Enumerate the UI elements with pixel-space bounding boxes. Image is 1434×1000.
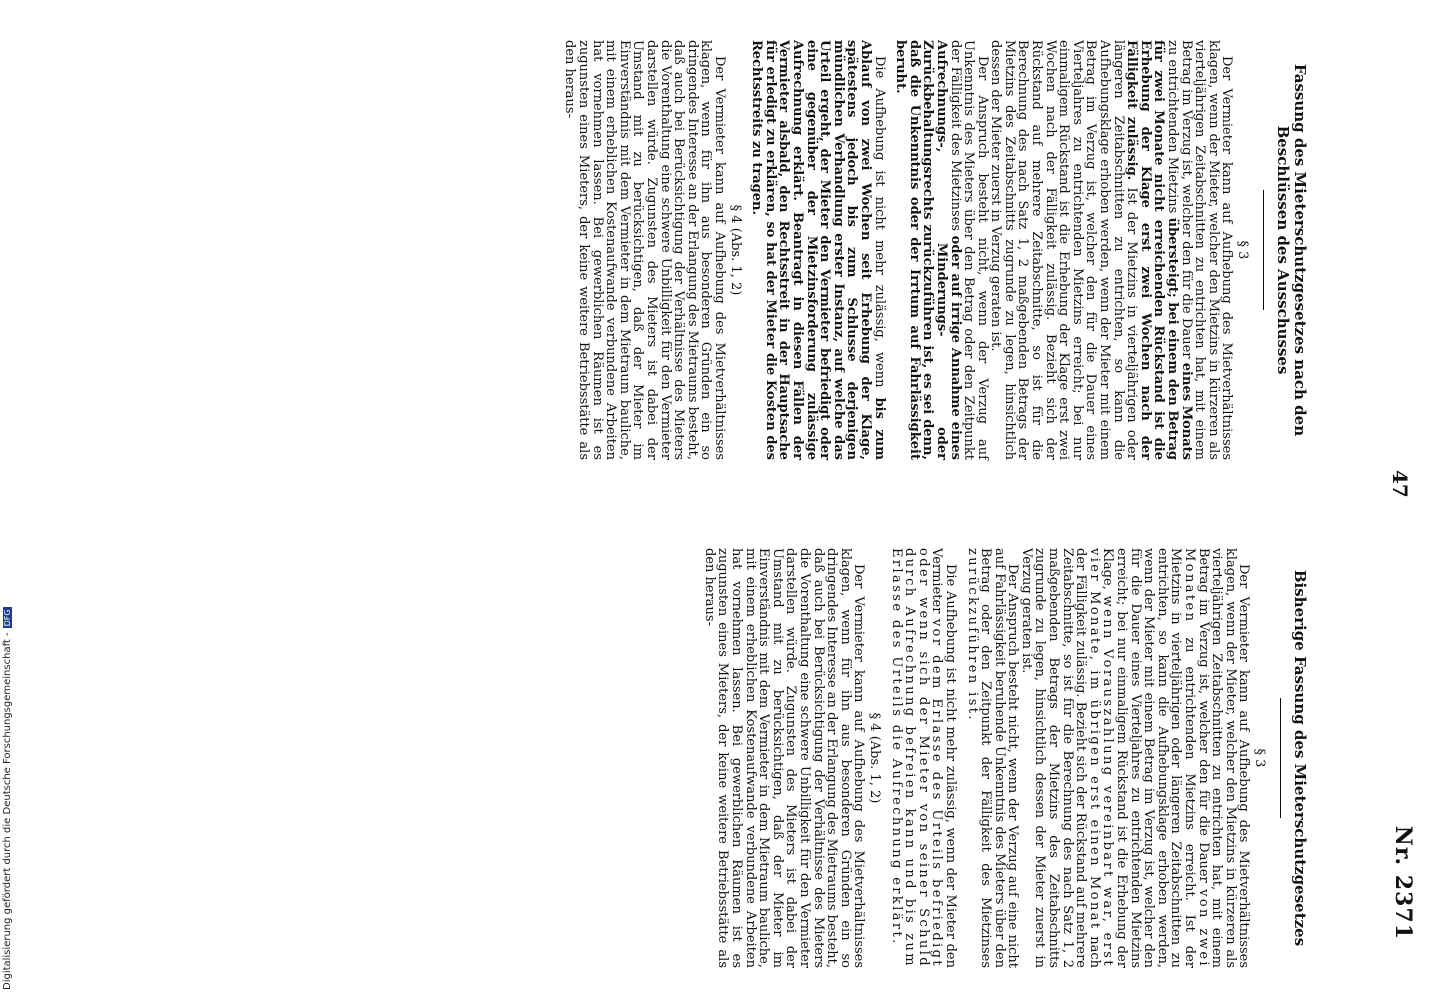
- divider: [1263, 190, 1264, 310]
- right-column-previous-version: [702, 548, 1308, 968]
- text-run: Der Anspruch besteht nicht, wenn der Verzug auf Unkenntnis des Mieters über den Betrag oder den Zeitpunkt der Fälligkeit des Mietzinses: [947, 40, 990, 460]
- bold-text-run: bis zum Ablauf von zwei Wochen seit Erhebung der Klage, spätestens jedoch bis zum Schlusse derjenigen mündlichen Verhandlung erster Instanz, auf welche das Urteil ergeht, der Mieter den Vermieter befriedigt oder eine gegenüber der Mietzinsforderung zulässige Aufrechnung erklärt. Beantragt in diesen Fällen der Vermieter alsbald, den Rechtsstreit in der Hauptsache für erledigt zu erklären, so hat der Mieter die Kosten des Rechtsstreits zu tragen.: [749, 40, 887, 460]
- paragraph: [889, 548, 957, 968]
- text-run: Der Vermieter kann auf Aufhebung des Mietverhältnisses klagen, wenn der Mieter, welcher den Mietzins in kürzeren als vierteljährigen Zeitabschnitten zu entrichten hat, mit einem Betrag im Verzug ist, welcher den für die Dauer: [1178, 40, 1235, 460]
- paragraph: [894, 40, 989, 460]
- left-column-title: Fassung des Mieterschutzgesetzes nach den Beschlüssen des Ausschusses: [1274, 63, 1309, 437]
- section-heading: § 3: [1252, 748, 1267, 768]
- bold-text-run: eines Monats: [1178, 362, 1194, 460]
- text-run: nach der Fälligkeit zulässig. Bezieht sich der Rückstand auf mehrere Zeitabschnitte, so ist für die Berechnung des nach Satz 1, 2 maßgebenden Betrags der Mietzins des Zeitabschnitts zugrunde zu legen, hinsichtlich dessen der Mieter zuerst in Verzug geraten ist.: [1018, 548, 1102, 968]
- text-run: Ist der Mietzins in vierteljährigen oder längeren Zeitabschnitten zu entrichten, so kann die Aufhebungsklage erhoben werden, wenn der Mieter mit einem Betrag im Verzug ist, welcher den für die Dauer eines Vierteljahres zu entrichtenden Mietzins erreicht; bei nur einmaligem Rückstand ist die Erhebung der Klage erst zwei Wochen nach der Fälligkeit zulässig. Bezieht sich der Rückstand auf mehrere Zeitabschnitte, so ist für die Berechnung des nach Satz 1, 2 maßgebenden Betrags der Mietzins des Zeitabschnitts zugrunde zu legen, hinsichtlich dessen der Mieter zuerst in Verzug geraten ist.: [988, 40, 1140, 460]
- digitization-credit: [2, 0, 16, 990]
- text-run: Die Aufhebung ist nicht mehr zulässig, wenn: [871, 56, 887, 398]
- section-heading: § 3: [1235, 240, 1250, 260]
- left-column-new-version: [563, 40, 1308, 460]
- paragraph: Der Vermieter kann auf Aufhebung des Mietverhältnisses klagen, wenn für ihn aus besonderen Gründen ein so dringendes Interesse an der Erlangung des Mietraums besteht, daß auch bei Berücksichtigung der Verhältnisse des Mieters die Vorenthaltung eine schwere Unbilligkeit für den Vermieter darstellen würde. Zugunsten des Mieters ist dabei der Umstand mit zu berücksichtigen, daß der Mieter im Einverständnis mit dem Vermieter in dem Mietraum bauliche, mit einem erheblichen Kostenaufwande verbundene Arbeiten hat vornehmen lassen. Bei gewerblichen Räumen ist es zugunsten eines Mieters, der keine weitere Betriebsstätte als den heraus-: [701, 548, 867, 968]
- right-column-title: Bisherige Fassung des Mieterschutzgesetzes: [1291, 569, 1309, 947]
- paragraph: Der Vermieter kann auf Aufhebung des Mietverhältnisses klagen, wenn für ihn aus besonderen Gründen ein so dringendes Interesse an der Erlangung des Mietraums besteht, daß auch bei Berücksichtigung der Verhältnisse des Mieters die Vorenthaltung eine schwere Unbilligkeit für den Vermieter darstellen würde. Zugunsten des Mieters ist dabei der Umstand mit zu berücksichtigen, daß der Mieter im Einverständnis mit dem Vermieter in dem Mietraum bauliche, mit einem erheblichen Kostenaufwande verbundene Arbeiten hat vornehmen lassen. Bei gewerblichen Räumen ist es zugunsten eines Mieters, der keine weitere Betriebsstätte als den heraus-: [562, 40, 728, 460]
- text-run: Der Vermieter kann auf Aufhebung des Mietverhältnisses klagen, wenn der Mieter, welcher den Mietzins in kürzeren als vierteljährigen Zeitabschnitten zu entrichten hat, mit einem Betrag im Verzug ist, welcher den für die Dauer: [1195, 548, 1252, 968]
- spaced-text-run: zurückzuführen ist.: [964, 548, 980, 722]
- section-heading: § 4 (Abs. 1, 2): [866, 712, 882, 804]
- text-run: Der Anspruch besteht nicht, wenn der Verzug auf eine nicht auf Fahrlässigkeit beruhende Unkenntnis des Mieters über den Betrag oder den Zeitpunkt der Fälligkeit des Mietzinses: [978, 548, 1021, 968]
- spaced-text-run: von zwei Monaten: [1182, 548, 1211, 968]
- text-run: zu entrichtenden Mietzins erreicht. Ist der Mietzins in vierteljährigen oder längeren Zeitabschnitten zu entrichten, so kann die Aufhebungsklage erhoben werden, wenn der Mieter mit einem Betrag im Verzug ist, welcher den für die Dauer eines Vierteljahres zu entrichtenden Mietzins erreicht; bei nur einmaligem Rückstand ist die Erhebung der Klage,: [1100, 548, 1198, 968]
- paragraph: [989, 40, 1234, 460]
- digitization-text: Digitalisierung gefördert durch die Deutsche Forschungsgemeinschaft -: [2, 632, 13, 990]
- paragraph: [1019, 548, 1250, 968]
- bold-text-run: übersteigt; bei einem den Betrag für zwei Monate nicht erreichenden Rückstand ist die Erhebung der Klage erst zwei Wochen nach der Fälligkeit zulässig.: [1124, 40, 1181, 460]
- bold-text-run: oder auf irrige Annahme eines Aufrechnungs-, Minderungs- oder Zurückbehaltungsrechts zurückzuführen ist, es sei denn, daß die Unkenntnis oder der Irrtum auf Fahrlässigkeit beruht.: [893, 40, 963, 460]
- spaced-text-run: wenn Vorauszahlung vereinbart war, erst vier Monate, im übrigen erst einen Monat: [1086, 548, 1116, 968]
- section-heading: § 4 (Abs. 1, 2): [727, 204, 743, 296]
- divider: [1280, 698, 1281, 818]
- paragraph: [750, 40, 886, 460]
- paragraph: [965, 548, 1019, 968]
- document-number: Nr. 2371: [1390, 825, 1416, 940]
- text-run: zu entrichtenden Mietzins: [1165, 40, 1181, 218]
- spaced-text-run: vor dem Erlasse des Urteils befriedigt oder wenn sich der Mieter von seiner Schuld durch Aufrechnung befreien kann und bis zum Erlasse des Urteils die Aufrechnung erklärt.: [888, 548, 945, 969]
- page-number: 47: [1388, 470, 1412, 498]
- text-run: Die Aufhebung ist nicht mehr zulässig, wenn der Mieter den Vermieter: [929, 548, 958, 968]
- dfg-logo: DFG: [3, 609, 12, 627]
